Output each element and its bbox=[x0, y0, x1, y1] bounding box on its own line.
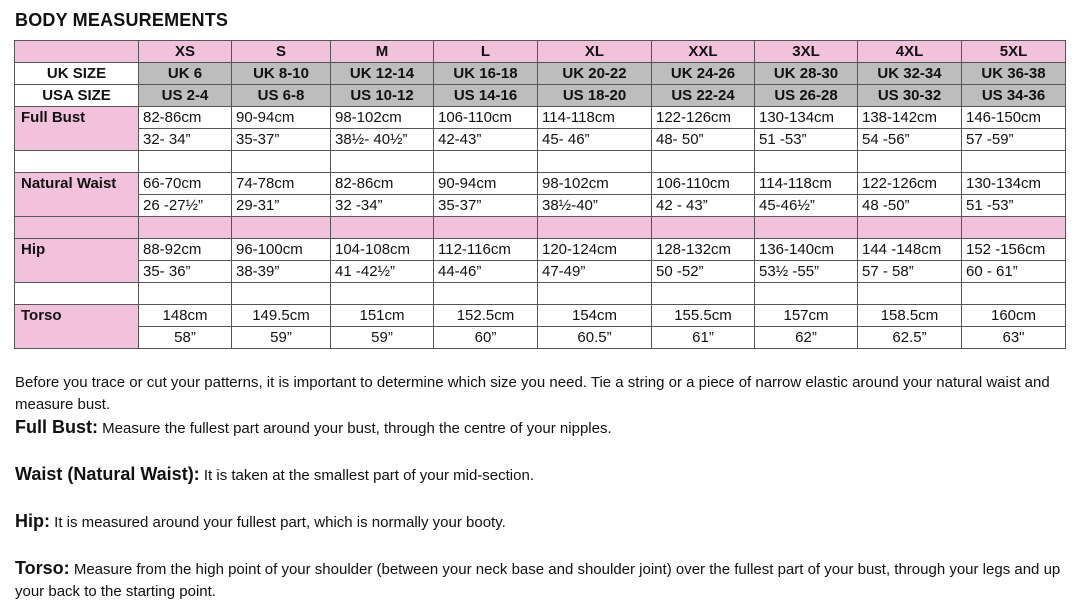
torso-inch-cell: 59” bbox=[232, 327, 331, 349]
hip-inch-cell: 50 -52” bbox=[652, 261, 755, 283]
hip-inch-cell: 38-39” bbox=[232, 261, 331, 283]
waist-inch-cell: 51 -53” bbox=[962, 195, 1066, 217]
spacer-cell bbox=[652, 151, 755, 173]
waist-inch-cell: 38½-40” bbox=[538, 195, 652, 217]
spacer-cell bbox=[331, 151, 434, 173]
waist-cm-cell: 122-126cm bbox=[858, 173, 962, 195]
spacer-cell bbox=[962, 217, 1066, 239]
usa-size-cell: US 14-16 bbox=[434, 85, 538, 107]
hip-cm-cell: 104-108cm bbox=[331, 239, 434, 261]
hip-inch-cell: 44-46” bbox=[434, 261, 538, 283]
hip-note bbox=[15, 510, 1065, 534]
size-header-row bbox=[15, 41, 1066, 63]
torso-inch-cell: 63" bbox=[962, 327, 1066, 349]
waist-inch-cell: 45-46½” bbox=[755, 195, 858, 217]
uk-size-cell: UK 20-22 bbox=[538, 63, 652, 85]
waist-cm-cell: 106-110cm bbox=[652, 173, 755, 195]
spacer-cell bbox=[538, 217, 652, 239]
usa-size-cell: US 10-12 bbox=[331, 85, 434, 107]
spacer-cell bbox=[652, 283, 755, 305]
usa-size-cell: US 26-28 bbox=[755, 85, 858, 107]
spacer-cell bbox=[331, 217, 434, 239]
uk-size-cell: UK 24-26 bbox=[652, 63, 755, 85]
hip-cm-cell: 136-140cm bbox=[755, 239, 858, 261]
size-header-cell: M bbox=[331, 41, 434, 63]
uk-size-cell: UK 32-34 bbox=[858, 63, 962, 85]
hip-term: Hip: bbox=[15, 511, 50, 531]
bust-inch-cell: 32- 34” bbox=[139, 129, 232, 151]
usa-size-cell: US 30-32 bbox=[858, 85, 962, 107]
bust-description: Measure the fullest part around your bust, through the centre of your nipples. bbox=[98, 420, 612, 437]
spacer-cell bbox=[434, 217, 538, 239]
torso-cm-cell: 160cm bbox=[962, 305, 1066, 327]
measurement-notes bbox=[15, 372, 1065, 603]
bust-cm-cell: 82-86cm bbox=[139, 107, 232, 129]
waist-note bbox=[15, 463, 1065, 487]
bust-cm-cell: 114-118cm bbox=[538, 107, 652, 129]
uk-size-cell: UK 12-14 bbox=[331, 63, 434, 85]
usa-size-cell: US 22-24 bbox=[652, 85, 755, 107]
size-chart-table bbox=[14, 40, 1066, 349]
spacer-cell bbox=[858, 217, 962, 239]
size-header-cell: 3XL bbox=[755, 41, 858, 63]
waist-term: Waist (Natural Waist): bbox=[15, 464, 200, 484]
uk-size-row bbox=[15, 63, 1066, 85]
hip-label: Hip bbox=[15, 239, 139, 283]
spacer-cell bbox=[652, 217, 755, 239]
uk-size-cell: UK 6 bbox=[139, 63, 232, 85]
usa-size-cell: US 2-4 bbox=[139, 85, 232, 107]
hip-cm-cell: 120-124cm bbox=[538, 239, 652, 261]
size-header-cell: XL bbox=[538, 41, 652, 63]
torso-inch-cell: 62.5” bbox=[858, 327, 962, 349]
spacer-cell bbox=[139, 283, 232, 305]
spacer-cell bbox=[232, 283, 331, 305]
hip-cm-cell: 88-92cm bbox=[139, 239, 232, 261]
spacer-cell bbox=[755, 217, 858, 239]
waist-cm-cell: 114-118cm bbox=[755, 173, 858, 195]
size-header-cell: 5XL bbox=[962, 41, 1066, 63]
bust-inch-cell: 45- 46” bbox=[538, 129, 652, 151]
hip-cm-cell: 144 -148cm bbox=[858, 239, 962, 261]
bust-cm-cell: 106-110cm bbox=[434, 107, 538, 129]
spacer-row bbox=[15, 217, 1066, 239]
waist-inch-cell: 32 -34” bbox=[331, 195, 434, 217]
waist-inch-cell: 29-31” bbox=[232, 195, 331, 217]
hip-inch-cell: 57 - 58” bbox=[858, 261, 962, 283]
bust-cm-cell: 122-126cm bbox=[652, 107, 755, 129]
uk-size-cell: UK 36-38 bbox=[962, 63, 1066, 85]
waist-inch-cell: 26 -27½” bbox=[139, 195, 232, 217]
size-header-cell: XS bbox=[139, 41, 232, 63]
torso-inch-cell: 58” bbox=[139, 327, 232, 349]
spacer-cell bbox=[962, 151, 1066, 173]
corner-cell bbox=[15, 41, 139, 63]
bust-cm-cell: 146-150cm bbox=[962, 107, 1066, 129]
waist-cm-cell: 98-102cm bbox=[538, 173, 652, 195]
torso-inch-cell: 61” bbox=[652, 327, 755, 349]
bust-cm-cell: 98-102cm bbox=[331, 107, 434, 129]
hip-description: It is measured around your fullest part, which is normally your booty. bbox=[50, 514, 506, 531]
hip-cm-cell: 112-116cm bbox=[434, 239, 538, 261]
spacer-cell bbox=[232, 151, 331, 173]
waist-inch-cell: 48 -50” bbox=[858, 195, 962, 217]
hip-cm-row bbox=[15, 239, 1066, 261]
spacer-cell bbox=[538, 283, 652, 305]
spacer-cell bbox=[15, 217, 139, 239]
waist-description: It is taken at the smallest part of your mid-section. bbox=[199, 467, 534, 484]
torso-cm-cell: 148cm bbox=[139, 305, 232, 327]
torso-inch-cell: 60” bbox=[434, 327, 538, 349]
hip-inch-row bbox=[15, 261, 1066, 283]
waist-cm-cell: 90-94cm bbox=[434, 173, 538, 195]
hip-inch-cell: 41 -42½” bbox=[331, 261, 434, 283]
usa-size-row bbox=[15, 85, 1066, 107]
uk-size-cell: UK 16-18 bbox=[434, 63, 538, 85]
bust-inch-cell: 54 -56” bbox=[858, 129, 962, 151]
spacer-cell bbox=[434, 151, 538, 173]
bust-term: Full Bust: bbox=[15, 417, 98, 437]
hip-cm-cell: 96-100cm bbox=[232, 239, 331, 261]
spacer-cell bbox=[15, 151, 139, 173]
spacer-cell bbox=[755, 151, 858, 173]
bust-cm-cell: 138-142cm bbox=[858, 107, 962, 129]
spacer-cell bbox=[858, 283, 962, 305]
bust-note bbox=[15, 416, 1065, 440]
spacer-cell bbox=[538, 151, 652, 173]
torso-inch-cell: 60.5” bbox=[538, 327, 652, 349]
bust-inch-cell: 42-43” bbox=[434, 129, 538, 151]
bust-cm-row bbox=[15, 107, 1066, 129]
spacer-cell bbox=[139, 217, 232, 239]
waist-cm-cell: 82-86cm bbox=[331, 173, 434, 195]
size-header-cell: 4XL bbox=[858, 41, 962, 63]
bust-cm-cell: 130-134cm bbox=[755, 107, 858, 129]
page-title: BODY MEASUREMENTS bbox=[15, 10, 229, 30]
waist-cm-cell: 74-78cm bbox=[232, 173, 331, 195]
spacer-cell bbox=[755, 283, 858, 305]
waist-label: Natural Waist bbox=[15, 173, 139, 217]
spacer-cell bbox=[139, 151, 232, 173]
bust-inch-cell: 51 -53” bbox=[755, 129, 858, 151]
bust-label: Full Bust bbox=[15, 107, 139, 151]
intro-text: Before you trace or cut your patterns, it is important to determine which size you need. Tie a string or a piece of narrow elastic around your natural waist and measure bust. bbox=[15, 374, 1050, 413]
bust-cm-cell: 90-94cm bbox=[232, 107, 331, 129]
spacer-row bbox=[15, 151, 1066, 173]
hip-inch-cell: 35- 36” bbox=[139, 261, 232, 283]
waist-inch-cell: 42 - 43” bbox=[652, 195, 755, 217]
torso-cm-cell: 157cm bbox=[755, 305, 858, 327]
hip-cm-cell: 152 -156cm bbox=[962, 239, 1066, 261]
uk-size-cell: UK 8-10 bbox=[232, 63, 331, 85]
bust-inch-cell: 38½- 40½” bbox=[331, 129, 434, 151]
spacer-cell bbox=[962, 283, 1066, 305]
waist-inch-cell: 35-37” bbox=[434, 195, 538, 217]
hip-inch-cell: 47-49” bbox=[538, 261, 652, 283]
bust-inch-cell: 35-37” bbox=[232, 129, 331, 151]
torso-cm-cell: 152.5cm bbox=[434, 305, 538, 327]
spacer-cell bbox=[434, 283, 538, 305]
torso-inch-cell: 62” bbox=[755, 327, 858, 349]
waist-cm-cell: 66-70cm bbox=[139, 173, 232, 195]
usa-size-cell: US 18-20 bbox=[538, 85, 652, 107]
torso-label: Torso bbox=[15, 305, 139, 349]
waist-inch-row bbox=[15, 195, 1066, 217]
hip-inch-cell: 53½ -55” bbox=[755, 261, 858, 283]
hip-cm-cell: 128-132cm bbox=[652, 239, 755, 261]
spacer-cell bbox=[232, 217, 331, 239]
bust-inch-cell: 48- 50” bbox=[652, 129, 755, 151]
usa-size-cell: US 34-36 bbox=[962, 85, 1066, 107]
hip-inch-cell: 60 - 61” bbox=[962, 261, 1066, 283]
uk-size-label: UK SIZE bbox=[15, 63, 139, 85]
torso-term: Torso: bbox=[15, 558, 70, 578]
usa-size-label: USA SIZE bbox=[15, 85, 139, 107]
torso-cm-cell: 149.5cm bbox=[232, 305, 331, 327]
waist-cm-cell: 130-134cm bbox=[962, 173, 1066, 195]
torso-cm-cell: 158.5cm bbox=[858, 305, 962, 327]
bust-inch-row bbox=[15, 129, 1066, 151]
bust-inch-cell: 57 -59” bbox=[962, 129, 1066, 151]
torso-inch-cell: 59” bbox=[331, 327, 434, 349]
torso-cm-row bbox=[15, 305, 1066, 327]
size-header-cell: S bbox=[232, 41, 331, 63]
torso-cm-cell: 154cm bbox=[538, 305, 652, 327]
torso-cm-cell: 155.5cm bbox=[652, 305, 755, 327]
torso-cm-cell: 151cm bbox=[331, 305, 434, 327]
torso-note bbox=[15, 557, 1065, 603]
spacer-cell bbox=[15, 283, 139, 305]
torso-inch-row bbox=[15, 327, 1066, 349]
spacer-cell bbox=[858, 151, 962, 173]
uk-size-cell: UK 28-30 bbox=[755, 63, 858, 85]
spacer-row bbox=[15, 283, 1066, 305]
spacer-cell bbox=[331, 283, 434, 305]
torso-description: Measure from the high point of your shoulder (between your neck base and shoulder joint) over the fullest part of your bust, through your legs and up your back to the starting point. bbox=[15, 561, 1061, 600]
size-header-cell: XXL bbox=[652, 41, 755, 63]
size-header-cell: L bbox=[434, 41, 538, 63]
waist-cm-row bbox=[15, 173, 1066, 195]
usa-size-cell: US 6-8 bbox=[232, 85, 331, 107]
